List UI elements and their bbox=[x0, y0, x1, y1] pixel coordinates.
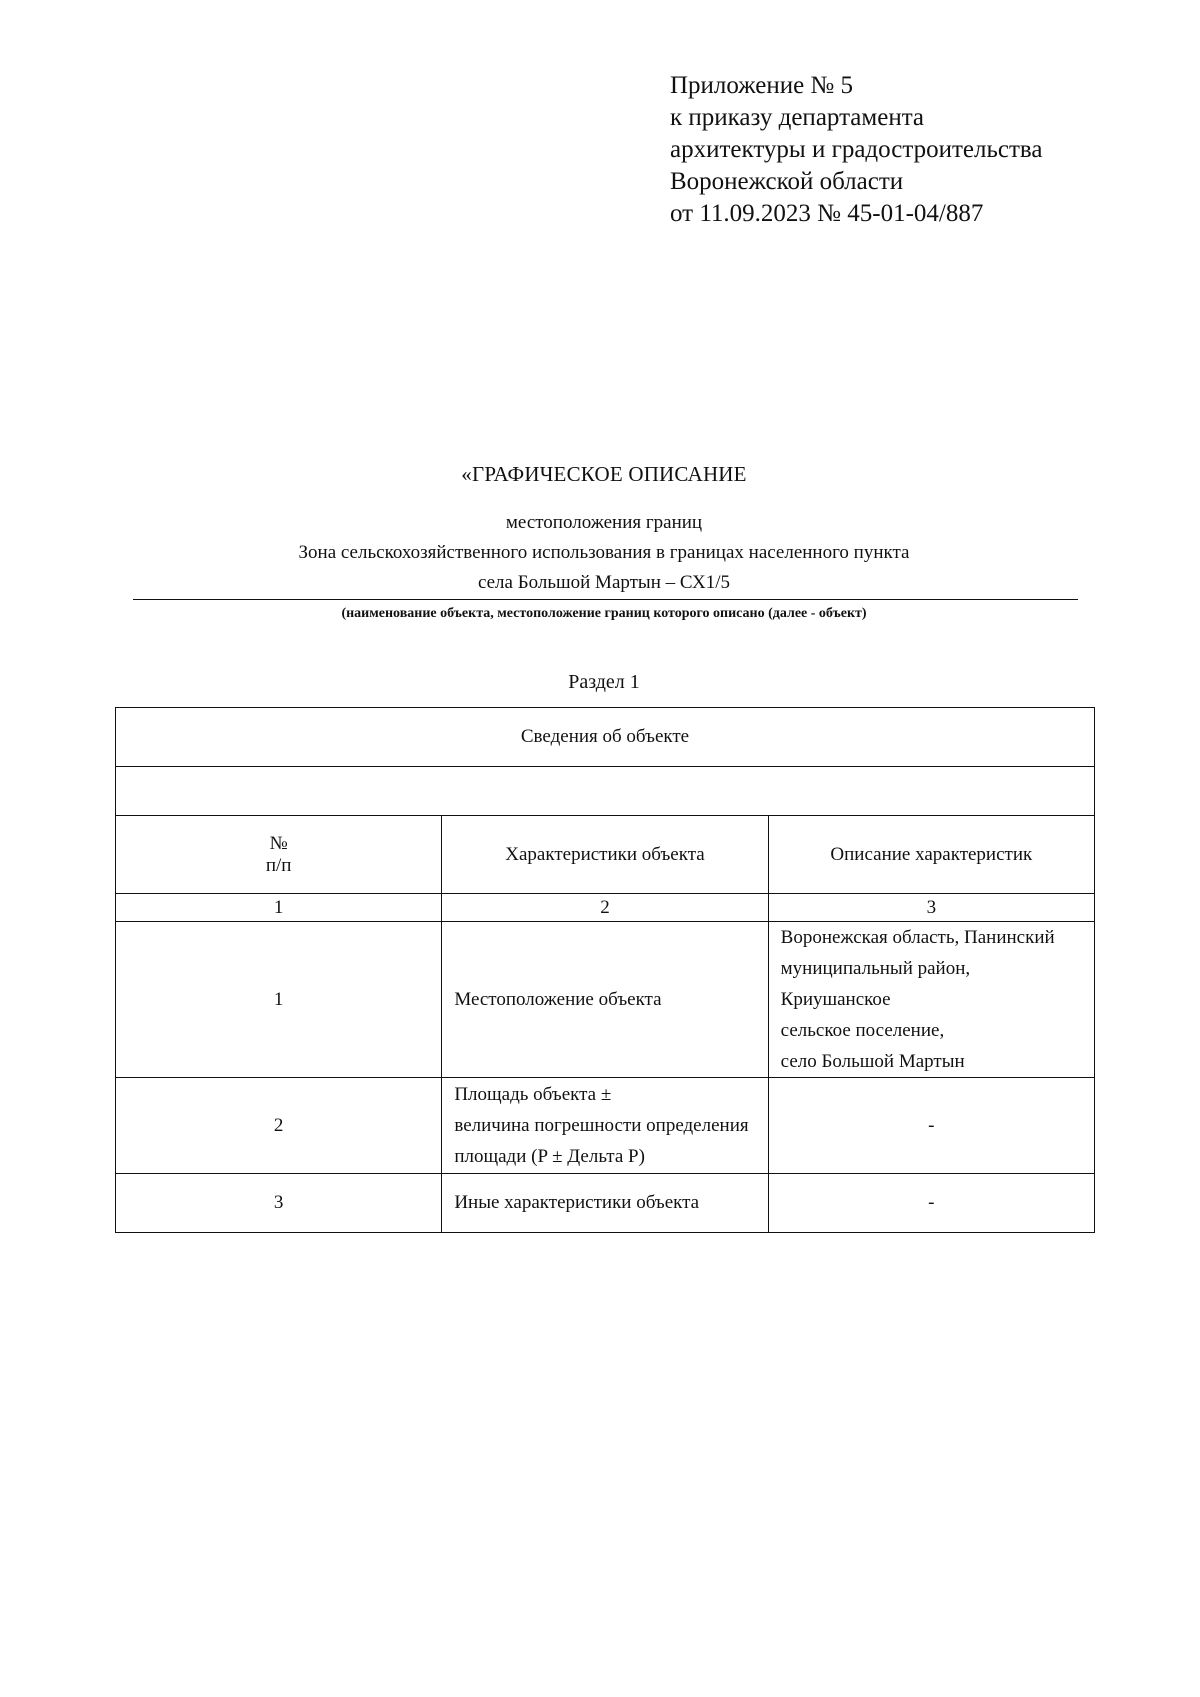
characteristic-line: Площадь объекта ± bbox=[454, 1084, 612, 1105]
row-description bbox=[768, 922, 1094, 1078]
row-characteristic bbox=[442, 922, 768, 1078]
section-label: Раздел 1 bbox=[568, 671, 640, 693]
column-header-row bbox=[116, 816, 1095, 894]
row-description bbox=[768, 1078, 1094, 1174]
row-characteristic bbox=[442, 1174, 768, 1233]
table-empty-cell bbox=[116, 767, 1095, 816]
appendix-line: от 11.09.2023 № 45-01-04/887 bbox=[670, 200, 984, 227]
column-header-num bbox=[116, 816, 442, 894]
row-number: 3 bbox=[116, 1174, 442, 1233]
description-line: - bbox=[928, 1114, 935, 1136]
characteristic-line: величина погрешности определения bbox=[454, 1115, 749, 1136]
column-number: 1 bbox=[116, 894, 442, 922]
table-header-row bbox=[116, 708, 1095, 767]
document-title: «ГРАФИЧЕСКОЕ ОПИСАНИЕ bbox=[461, 462, 747, 486]
row-description bbox=[768, 1174, 1094, 1233]
characteristic-line: Иные характеристики объекта bbox=[454, 1192, 700, 1213]
appendix-line: к приказу департамента bbox=[670, 104, 925, 131]
appendix-line: архитектуры и градостроительства bbox=[670, 136, 1043, 163]
table-row bbox=[116, 922, 1095, 1078]
row-number: 1 bbox=[116, 922, 442, 1078]
description-line: - bbox=[928, 1192, 935, 1213]
subtitle-line: села Большой Мартын – СХ1/5 bbox=[477, 572, 731, 593]
description-line: муниципальный район, Криушанское bbox=[780, 958, 971, 1010]
column-number: 3 bbox=[768, 894, 1094, 922]
table-header: Сведения об объекте bbox=[116, 708, 1095, 767]
table-row bbox=[116, 1078, 1095, 1174]
table-empty-row bbox=[116, 767, 1095, 816]
column-header-characteristics: Характеристики объекта bbox=[442, 816, 768, 894]
appendix-line: Приложение № 5 bbox=[670, 72, 854, 99]
subtitle-line: местоположения границ bbox=[505, 512, 703, 533]
object-info-table bbox=[115, 707, 1095, 1233]
description-line: село Большой Мартын bbox=[780, 1051, 965, 1072]
description-line: сельское поселение, bbox=[780, 1020, 945, 1041]
subtitle-line: Зона сельскохозяйственного использования в границах населенного пункта bbox=[298, 542, 910, 563]
description-line: Воронежская область, Панинский bbox=[780, 927, 1055, 948]
column-header-num-line: № bbox=[269, 832, 288, 854]
characteristic-line: площади (P ± Дельта P) bbox=[454, 1146, 645, 1167]
column-header-num-line: п/п bbox=[265, 854, 292, 876]
table-row bbox=[116, 1174, 1095, 1233]
name-underline bbox=[133, 599, 1078, 600]
row-characteristic bbox=[442, 1078, 768, 1174]
row-number: 2 bbox=[116, 1078, 442, 1174]
column-number-row bbox=[116, 894, 1095, 922]
appendix-header bbox=[670, 70, 1042, 230]
document-subtitle bbox=[0, 508, 1200, 598]
characteristic-line: Местоположение объекта bbox=[454, 989, 662, 1010]
column-header-description: Описание характеристик bbox=[768, 816, 1094, 894]
name-caption: (наименование объекта, местоположение границ которого описано (далее - объект) bbox=[341, 606, 867, 621]
column-number: 2 bbox=[442, 894, 768, 922]
appendix-line: Воронежской области bbox=[670, 168, 904, 195]
